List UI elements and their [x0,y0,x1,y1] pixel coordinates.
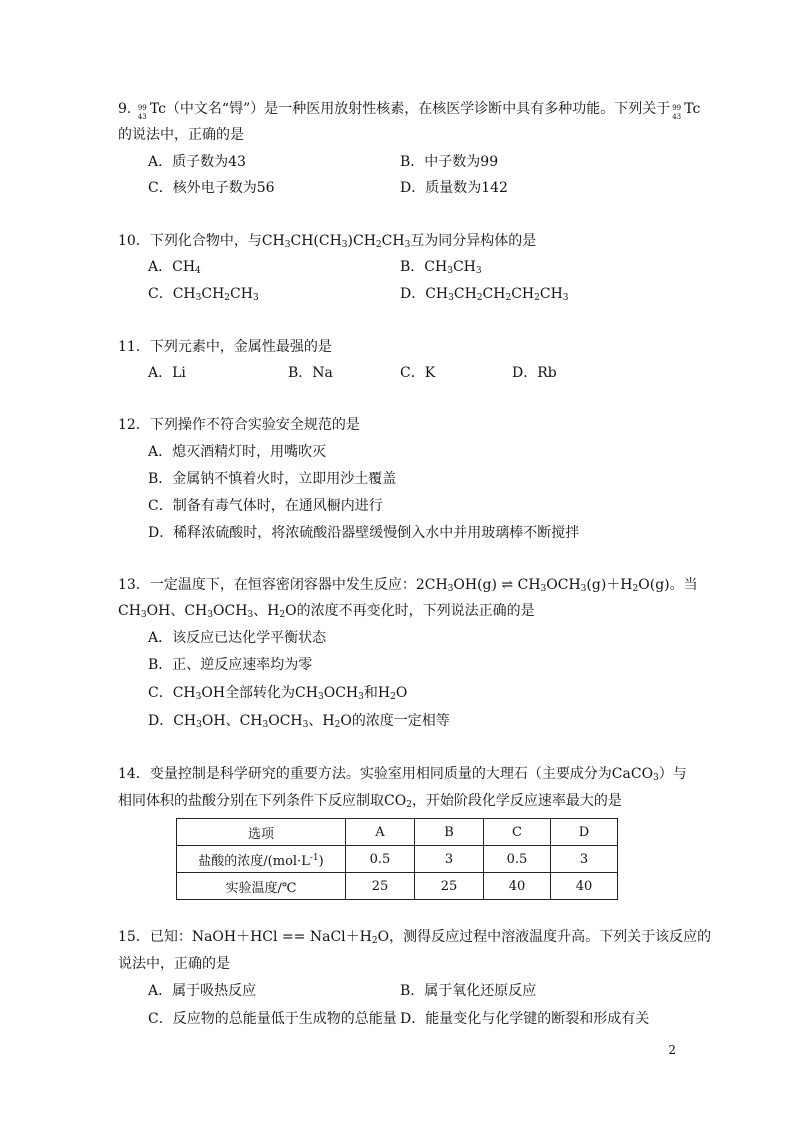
q12-option-c[interactable]: C．制备有毒气体时，在通风橱内进行 [148,498,383,514]
q13-option-c[interactable]: C．$CH_3OH$全部转化为$CH_3OCH_3$和$H_2O$ [148,685,408,702]
q14-data-table [176,818,618,900]
page-number: 2 [668,1043,676,1057]
q9-isotope-symbol: 99 43 [137,104,147,121]
table-cell: 40 [484,873,551,900]
table-header-cell: D [551,819,618,846]
q14-stem-line2: 相同体积的盐酸分别在下列条件下反应制取$CO_2$，开始阶段化学反应速率最大的是 [118,793,622,810]
q9-option-d[interactable]: D．质量数为142 [400,180,508,196]
q9-number: 9. [118,101,136,117]
q12-option-a[interactable]: A．熄灭酒精灯时，用嘴吹灭 [148,444,327,460]
q13-option-a[interactable]: A．该反应已达化学平衡状态 [148,630,327,646]
q15-option-a[interactable]: A．属于吸热反应 [148,983,257,999]
table-row [177,873,618,900]
table-cell: 0.5 [484,846,551,873]
q9-option-a[interactable]: A．质子数为43 [148,154,246,170]
equilibrium-arrow-icon: ⇌ [501,577,514,593]
q9-option-c[interactable]: C．核外电子数为56 [148,180,275,196]
table-cell: 25 [415,873,484,900]
q15-option-b[interactable]: B．属于氧化还原反应 [400,983,537,999]
q9-stem-line2: 的说法中，正确的是 [118,127,244,143]
q13-stem-line1: 13．一定温度下，在恒容密闭容器中发生反应：$2CH_3OH(g)$ ⇌ $CH_3OCH_3(g)+H_2O(g)$。当 [118,577,698,594]
table-row-label: 盐酸的浓度$/(mol\cdot L^{-1})$ [177,846,346,873]
q9-stem-line1: 9. 99 43 Tc（中文名“锝”）是一种医用放射性核素，在核医学诊断中具有多种功能。下列关于 99 43 Tc [118,101,701,121]
table-cell: 3 [415,846,484,873]
q13-option-d[interactable]: D．$CH_3OH$、$CH_3OCH_3$、$H_2O$的浓度一定相等 [148,713,450,730]
table-row [177,819,618,846]
table-cell: 25 [346,873,415,900]
table-cell: 40 [551,873,618,900]
q11-option-a[interactable]: A．Li [148,365,186,381]
q10-option-c[interactable]: C．$CH_3CH_2CH_3$ [148,286,259,303]
table-row-label: 实验温度/℃ [177,873,346,900]
q15-stem-line1: 15．已知：NaOH＋HCl == $NaCl+H_2O$，测得反应过程中溶液温度升高。下列关于该反应的 [118,929,712,946]
q10-option-d[interactable]: D．$CH_3CH_2CH_2CH_2CH_3$ [400,286,569,303]
q11-option-b[interactable]: B．Na [288,365,333,381]
q10-stem: 10．下列化合物中，与$CH_3CH(CH_3)CH_2CH_3$互为同分异构体的是 [118,233,537,250]
q12-option-b[interactable]: B．金属钠不慎着火时，立即用沙土覆盖 [148,471,397,487]
q15-option-d[interactable]: D．能量变化与化学键的断裂和形成有关 [400,1011,650,1027]
table-row [177,846,618,873]
q11-stem: 11．下列元素中，金属性最强的是 [118,339,332,355]
q12-stem: 12．下列操作不符合实验安全规范的是 [118,417,360,433]
q13-stem-line2: $CH_3OH$、$CH_3OCH_3$、$H_2O$的浓度不再变化时，下列说法正确的是 [118,603,535,620]
table-cell: 0.5 [346,846,415,873]
table-header-cell: B [415,819,484,846]
q11-option-c[interactable]: C．K [400,365,436,381]
q14-stem-line1: 14．变量控制是科学研究的重要方法。实验室用相同质量的大理石（主要成分为CaCO$_3$）与 [118,766,687,783]
q10-option-b[interactable]: B．$CH_3CH_3$ [400,259,482,276]
q10-option-a[interactable]: A．$CH_4$ [148,259,201,276]
table-cell: 3 [551,846,618,873]
q9-option-b[interactable]: B．中子数为99 [400,154,499,170]
table-header-cell: C [484,819,551,846]
q15-stem-line2: 说法中，正确的是 [118,956,230,972]
q13-option-b[interactable]: B．正、逆反应速率均为零 [148,657,313,673]
table-header-cell: A [346,819,415,846]
q12-option-d[interactable]: D．稀释浓硫酸时，将浓硫酸沿器壁缓慢倒入水中并用玻璃棒不断搅拌 [148,525,580,541]
q11-option-d[interactable]: D．Rb [512,365,557,381]
table-header-cell: 选项 [177,819,346,846]
q9-isotope-symbol-2: 99 43 [672,104,682,121]
q15-option-c[interactable]: C．反应物的总能量低于生成物的总能量 [148,1011,397,1027]
